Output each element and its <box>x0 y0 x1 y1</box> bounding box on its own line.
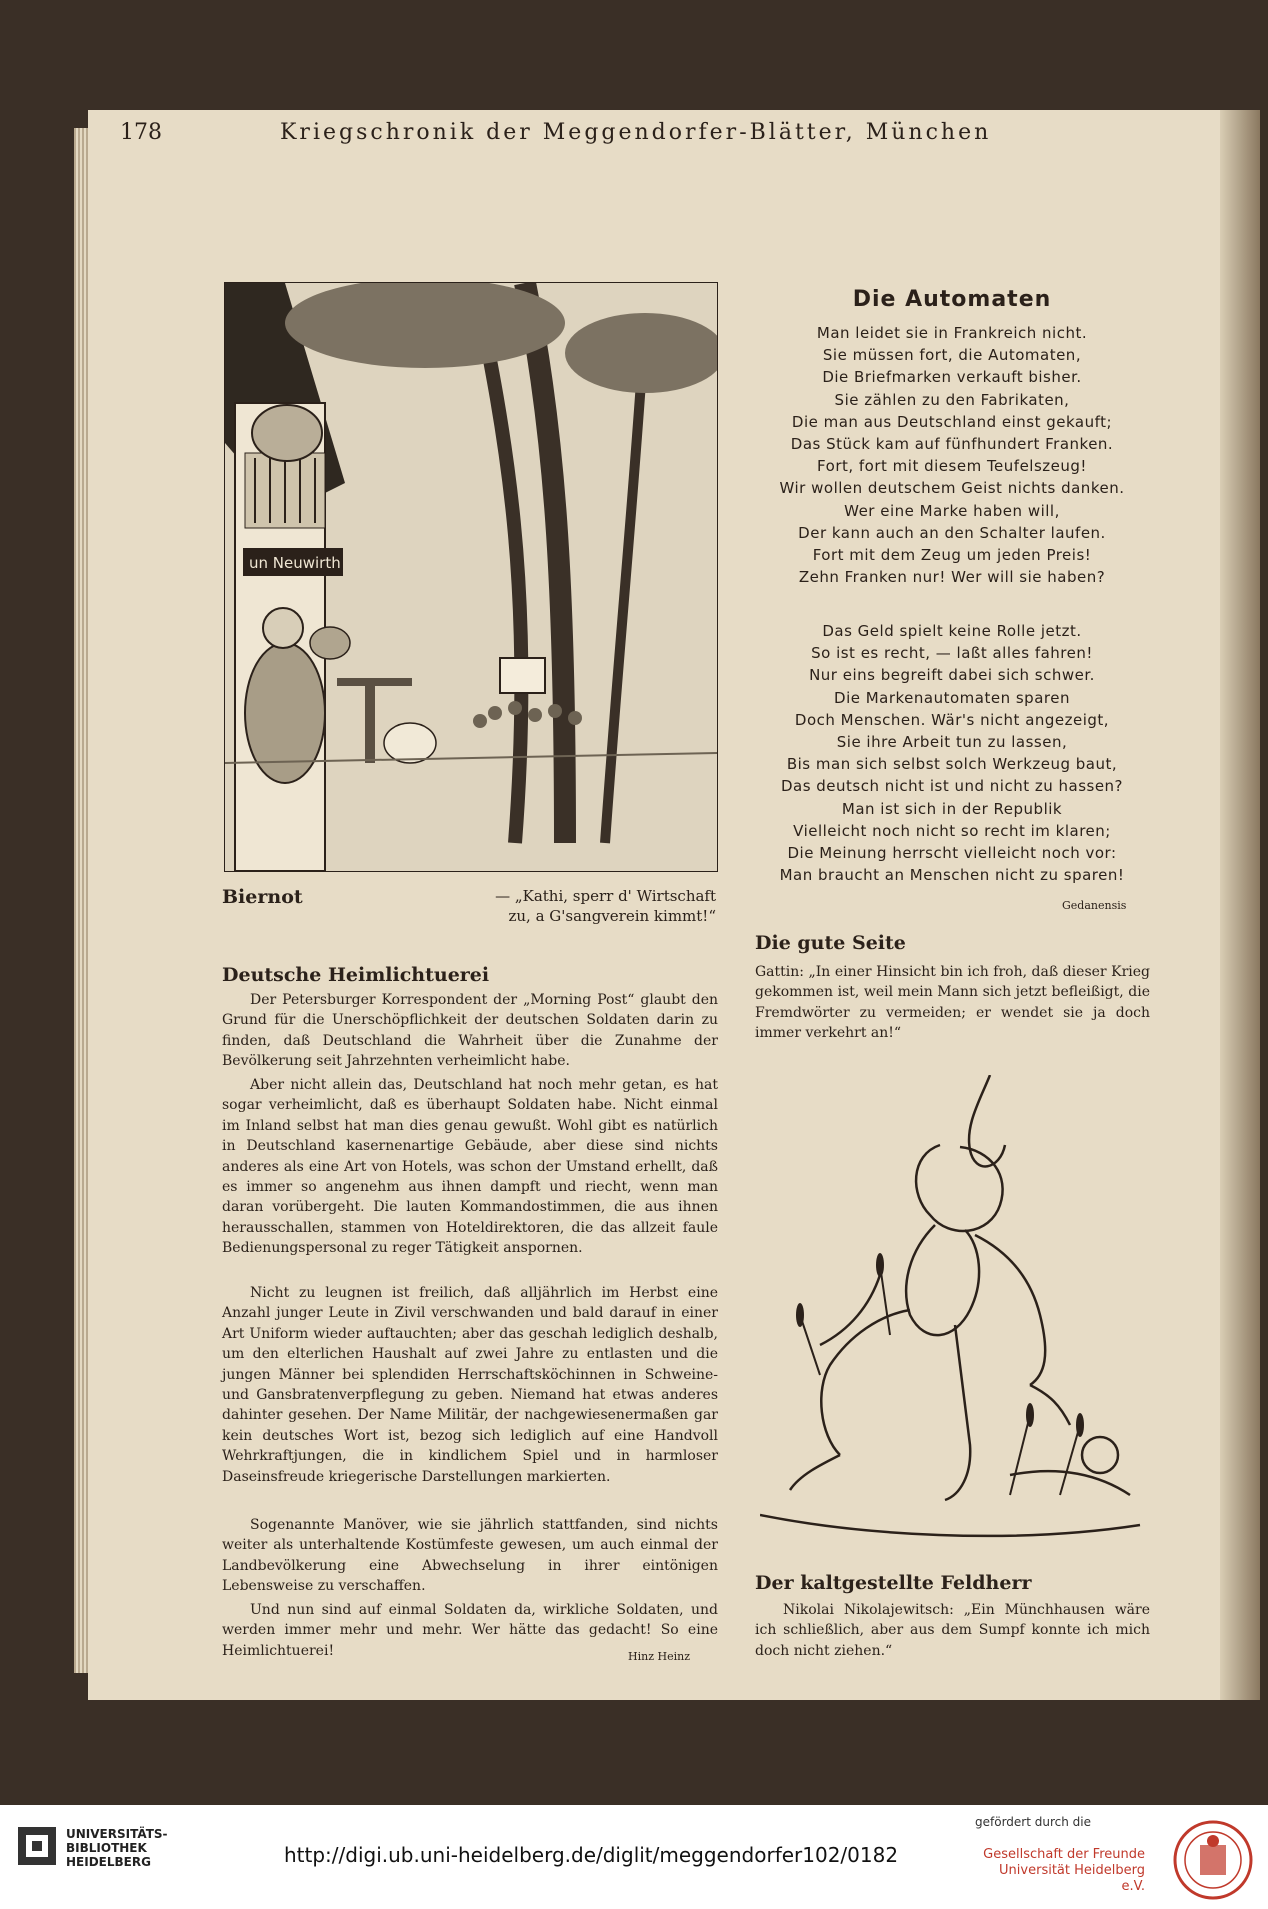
poem-line: So ist es recht, — laßt alles fahren! <box>811 644 1093 663</box>
university-seal-icon <box>1172 1819 1254 1901</box>
book-page-edges <box>74 128 88 1673</box>
poem-line: Fort mit dem Zeug um jeden Preis! <box>812 546 1092 565</box>
poem-line: Vielleicht noch nicht so recht im klaren; <box>793 821 1111 840</box>
inn-sign-text: un Neuwirth <box>249 554 341 572</box>
poem-line: Die man aus Deutschland einst gekauft; <box>791 412 1113 431</box>
poem-line: Doch Menschen. Wär's nicht angezeigt, <box>794 710 1110 729</box>
poem-stanza-2 <box>752 620 1152 886</box>
poem-line: Die Markenautomaten sparen <box>834 688 1070 707</box>
caption-biernot-title: Biernot <box>222 886 303 908</box>
caption-biernot-text: — „Kathi, sperr d' Wirtschaft zu, a G'sangverein kimmt!“ <box>495 887 716 925</box>
poem-line: Wir wollen deutschem Geist nichts danken. <box>779 479 1125 498</box>
article-author: Hinz Heinz <box>628 1650 690 1663</box>
poem-line: Man braucht an Menschen nicht zu sparen! <box>779 866 1125 885</box>
footer-url[interactable]: http://digi.ub.uni-heidelberg.de/diglit/meggendorfer102/0182 <box>284 1843 899 1867</box>
library-name-line2: BIBLIOTHEK <box>66 1841 147 1855</box>
poem-line: Man ist sich in der Republik <box>841 799 1063 818</box>
running-title: Kriegschronik der Meggendorfer-Blätter, München <box>280 120 992 145</box>
poem-line: Die Meinung herrscht vielleicht noch vor: <box>787 844 1117 863</box>
feldherr-title: Der kaltgestellte Feldherr <box>755 1572 1032 1594</box>
poem-line: Sie müssen fort, die Automaten, <box>822 346 1082 365</box>
article-paragraph: Der Petersburger Korrespondent der „Morning Post“ glaubt den Grund für die Unerschöpflichkeit der deutschen Soldaten darin zu finden, daß Deutschland die Wahrheit über die Zunahme der Bevölkerung seit Jahrzehnten verheimlicht habe. <box>222 992 718 1070</box>
poem-line: Nur eins begreift dabei sich schwer. <box>809 666 1095 685</box>
gute-seite-title: Die gute Seite <box>755 932 906 954</box>
article-paragraph: Nicht zu leugnen ist freilich, daß alljährlich im Herbst eine Anzahl junger Leute in Zivil verschwanden und bald darauf in einer Art Uniform wieder auftauchten; aber das geschah lediglich deshalb, um den elterlichen Haushalt auf zwei Jahre zu entlasten und die jungen Männer bei splendiden Herrschaftsköchinnen in Schweine- und Gansbratenverpflegung zu geben. Niemand hat etwas anderes dahinter gesehen. Der Name Militär, der nachgewiesenermaßen gar kein deutsches Wort ist, bezog sich lediglich auf eine Handvoll Wehrkraftjungen, die in kindlichem Spiel und in harmloser Daseinsfreude kriegerische Darstellungen markierten. <box>222 1285 718 1485</box>
poem-line: Man leidet sie in Frankreich nicht. <box>816 324 1088 342</box>
library-name-line3: HEIDELBERG <box>66 1855 151 1869</box>
sponsor-name-line1: Gesellschaft der Freunde <box>983 1847 1145 1862</box>
poem-line: Bis man sich selbst solch Werkzeug baut, <box>786 755 1118 774</box>
cartoon-biernot-drawing <box>225 283 717 871</box>
poem-author: Gedanensis <box>1062 899 1127 912</box>
sponsor-label: gefördert durch die <box>975 1815 1091 1829</box>
cartoon-feldherr <box>760 1075 1150 1565</box>
poem-line: Die Briefmarken verkauft bisher. <box>822 368 1082 387</box>
poem-line: Das Geld spielt keine Rolle jetzt. <box>822 622 1082 640</box>
gute-seite-text: Gattin: „In einer Hinsicht bin ich froh, daß dieser Krieg gekommen ist, weil mein Mann sich jetzt befleißigt, die Fremdwörter zu vermeiden; er wendet sie ja doch immer verkehrt an!“ <box>755 964 1150 1042</box>
poem-line: Fort, fort mit diesem Teufelszeug! <box>817 457 1087 476</box>
sponsor-name <box>975 1847 1145 1895</box>
article-paragraph: Sogenannte Manöver, wie sie jährlich stattfanden, sind nichts weiter als unterhaltende Kostümfeste gewesen, um auch einmal der Landbevölkerung eine Abwechselung in ihrer eintönigen Lebensweise zu verschaffen. <box>222 1517 718 1595</box>
library-name <box>66 1827 168 1869</box>
poem-line: Wer eine Marke haben will, <box>844 501 1060 520</box>
poem-line: Der kann auch an den Schalter laufen. <box>798 523 1106 542</box>
poem-line: Das deutsch nicht ist und nicht zu hassen? <box>780 777 1124 796</box>
library-logo-icon <box>16 1825 58 1867</box>
cartoon-feldherr-drawing <box>760 1075 1150 1565</box>
poem-line: Sie ihre Arbeit tun zu lassen, <box>836 733 1068 752</box>
poem-line: Das Stück kam auf fünfhundert Franken. <box>790 435 1114 454</box>
sponsor-name-line2: Universität Heidelberg e.V. <box>999 1863 1145 1894</box>
poem-title: Die Automaten <box>852 287 1052 312</box>
poem-line: Zehn Franken nur! Wer will sie haben? <box>798 568 1106 587</box>
article-paragraph: Aber nicht allein das, Deutschland hat noch mehr getan, es hat sogar verheimlicht, daß es überhaupt Soldaten habe. Nicht einmal im Inland selbst hat man dies genau gewußt. Wohl gibt es natürlich in Deutschland kasernenartige Gebäude, aber diese sind nichts anderes als eine Art von Hotels, was schon der Umstand erhellt, daß es immer so angenehm aus ihnen dampft und riecht, wenn man daran vorübergeht. Die lauten Kommandostimmen, die aus ihnen herausschallen, stammen von Hoteldirektoren, die das allzeit faule Bedienungspersonal zu reger Tätigkeit anspornen. <box>222 1077 718 1257</box>
article-paragraph: Und nun sind auf einmal Soldaten da, wirkliche Soldaten, und werden immer mehr und mehr. Wer hätte das gedacht! So eine Heimlichtuerei! <box>222 1602 718 1659</box>
cartoon-biernot <box>224 282 718 872</box>
feldherr-text: Nikolai Nikolajewitsch: „Ein Münchhausen wäre ich schließlich, aber aus dem Sumpf konnte ich mich doch nicht ziehen.“ <box>755 1602 1150 1659</box>
footer-bar <box>0 1805 1268 1909</box>
library-name-line1: UNIVERSITÄTS- <box>66 1827 168 1841</box>
page-number: 178 <box>120 120 162 145</box>
article-title: Deutsche Heimlichtuerei <box>222 964 490 986</box>
book-spine-shadow <box>1220 110 1260 1700</box>
poem-stanza-1 <box>752 322 1152 588</box>
poem-line: Sie zählen zu den Fabrikaten, <box>834 390 1070 409</box>
